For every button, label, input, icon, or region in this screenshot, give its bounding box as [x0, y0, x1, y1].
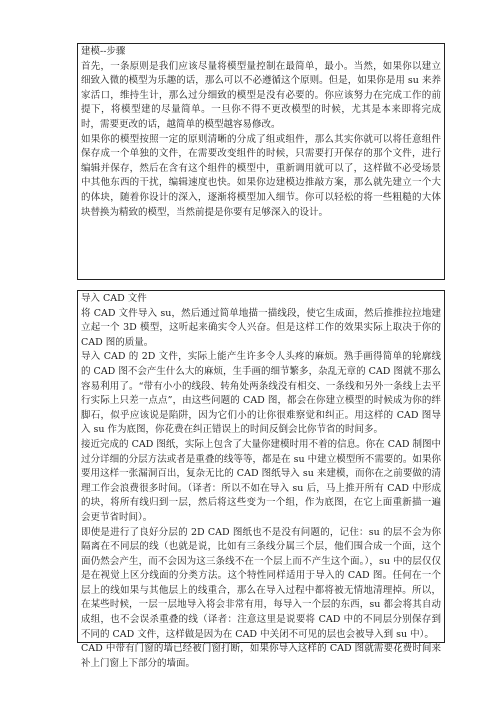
paragraph-import-intro: 将 CAD 文件导入 su，然后通过简单地描一描线段，使它生成面，然后推推拉拉地建立起一个 3D 模型，这听起来确实令人兴奋。但是这样工作的效果实际上取决于你的 CAD 图的质量。: [81, 307, 441, 348]
paragraph-modeling-principle: 首先，一条原则是我们应该尽量将模型量控制在最简单，最小。当然，如果你以建立细致入微的模型为乐趣的话，那么可以不必遵循这个原则。但是，如果你是用 su 来养家活口，维持生计，那么过分细致的模型是没有必要的。你应该努力在完成工作的前提下，将模型建的尽量简单。一旦你不得不更改模型的时候，尤其是本来即将完成时，需要更改的话，越简单的模型越容易修改。: [81, 60, 441, 130]
box-bottom-space: [81, 220, 441, 228]
text-box-import-cad: [77, 290, 445, 669]
paragraph-modeling-components: 如果你的模型按照一定的原则清晰的分成了组或组件，那么其实你就可以将任意组件保存成一个单独的文件，在需要改变组件的时候，只需要打开保存的那个文件，进行编辑并保存，然后在含有这个组件的模型中，重新调用就可以了，这样做不必受场景中其他东西的干扰，编辑速度也快。如果你边建模边推敲方案，那么就先建立一个大的体块，随着你设计的深入，逐渐将模型加入细节。你可以轻松的将一些粗糙的大体块替换为精致的模型，当然前提是你要有足够深入的设计。: [81, 133, 441, 218]
paragraph-import-layers: 即使是进行了良好分层的 2D CAD 图纸也不是没有问题的，记住：su 的层不会为你隔离在不同层的线（也就是说，比如有三条线分属三个层，他们围合成一个面，这个面仍然会产生，而不会因为这三条线不在一个层上而不产生这个面。），su 中的层仅仅是在视觉上区分线面的分类方法。这个特性同样适用于导入的 CAD 图。任何在一个层上的线如果与其他层上的线重合，那么在导入过程中都将被无情地清理掉。所以，在某些时候，一层一层地导入将会非常有用，每导入一个层的东西，su 都会将其自动成组，也不会误杀重叠的线（译者：注意这里是说要将 CAD 中的不同层分别保存到不同的 CAD 文件，这样做是因为在 CAD 中关闭不可见的层也会被导入到 su 中）。: [81, 526, 441, 640]
paragraph-import-problems: 导入 CAD 的 2D 文件，实际上能产生许多令人头疼的麻烦。熟手画得简单的轮廓线的 CAD 图不会产生什么大的麻烦，生手画的细节繁多，杂乱无章的 CAD 图就不那么容易利用了。“带有小小的线段、转角处两条线没有相交、一条线和另外一条线上去平行实际上只差一点点”，由这些问题的 CAD 图，都会在你建立模型的时候成为你的绊脚石，似乎应该说是陷阱，因为它们小的让你很难察觉和纠正。用这样的 CAD 图导入 su 作为底图，你花费在纠正错误上的时间反倒会比你节省的时间多。: [81, 351, 441, 436]
paragraph-import-walls: CAD 中带有门窗的墙已经被门窗打断，如果你导入这样的 CAD 图就需要花费时间来补上门窗上下部分的墙面。: [81, 643, 441, 669]
section-title-modeling-steps: 建模--步骤: [81, 46, 126, 57]
paragraph-import-cleanup: 接近完成的 CAD 图纸，实际上包含了大量你建模时用不着的信息。你在 CAD 制图中过分详细的分层方法或者是重叠的线等等，都是在 su 中建立模型所不需要的。如果你要用这样一张漏洞百出，复杂无比的 CAD 图纸导入 su 来建模，而你在之前要做的清理工作会浪费很多时间。（译者：所以不如在导入 su 后，马上推开所有 CAD 中形成的块，将所有线归到一层，然后将这些变为一个组，作为底图，在它上面重新描一遍会更节省时间）。: [81, 438, 441, 523]
text-box-modeling-steps: [77, 43, 445, 280]
section-title-import-cad: 导入 CAD 文件: [81, 293, 147, 304]
